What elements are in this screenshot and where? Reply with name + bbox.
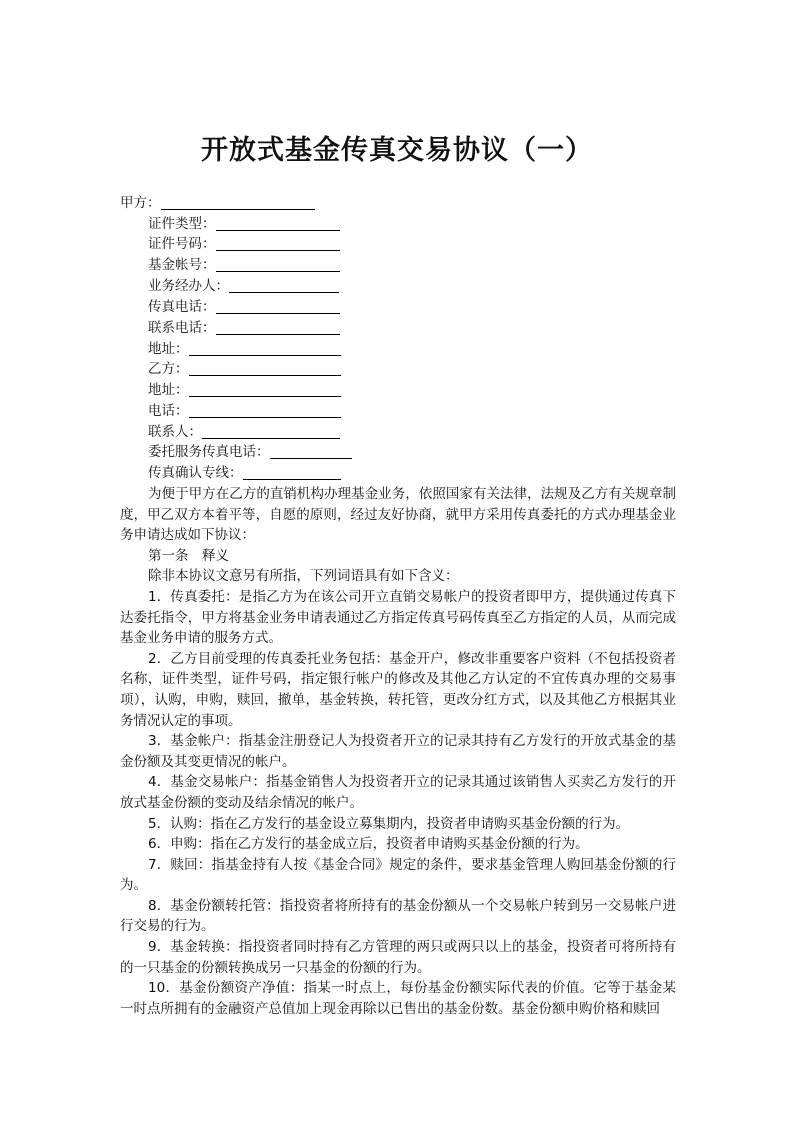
id-number-blank[interactable] — [216, 236, 340, 251]
address-a-field — [148, 339, 341, 359]
article-1-title: 第一条 释义 — [148, 547, 229, 564]
confirm-line-label: 传真确认专线： — [148, 465, 243, 481]
address-a-label: 地址： — [148, 341, 189, 357]
id-number-label: 证件号码： — [148, 236, 216, 252]
confirm-line-field — [148, 463, 341, 483]
agent-blank[interactable] — [229, 278, 339, 293]
contact-blank[interactable] — [202, 424, 340, 439]
document-title: 开放式基金传真交易协议（一） — [201, 135, 593, 166]
id-type-field — [148, 214, 340, 234]
fund-account-blank[interactable] — [216, 257, 340, 272]
address-b-label: 地址： — [148, 382, 189, 398]
definition-item: 4．基金交易帐户：指基金销售人为投资者开立的记录其通过该销售人买卖乙方发行的开放式基金份额的变动及结余情况的帐户。 — [120, 774, 676, 811]
definition-item: 10．基金份额资产净值：指某一时点上，每份基金份额实际代表的价值。它等于基金某一时点所拥有的金融资产总值加上现金再除以已售出的基金份数。基金份额申购价格和赎回 — [120, 980, 676, 1017]
definition-item: 3．基金帐户：指基金注册登记人为投资者开立的记录其持有乙方发行的开放式基金的基金份额及其变更情况的帐户。 — [120, 733, 676, 770]
fax-field — [148, 297, 340, 317]
fund-account-field — [148, 255, 340, 275]
phone-field — [148, 318, 340, 338]
agreement-body — [120, 484, 676, 1019]
phone-blank[interactable] — [216, 320, 340, 335]
party-b-blank[interactable] — [189, 361, 341, 376]
fax-blank[interactable] — [216, 299, 340, 314]
party-b-field — [148, 359, 341, 379]
id-type-blank[interactable] — [216, 216, 340, 231]
definition-item: 2．乙方目前受理的传真委托业务包括：基金开户，修改非重要客户资料（不包括投资者名称，证件类型，证件号码，指定银行帐户的修改及其他乙方认定的不宜传真办理的交易事项），认购，申购，赎回，撤单，基金转换，转托管，更改分红方式，以及其他乙方根据其业务情况认定的事项。 — [120, 650, 676, 729]
agent-field — [148, 276, 339, 296]
phone-b-label: 电话： — [148, 403, 189, 419]
id-number-field — [148, 234, 340, 254]
entrust-fax-blank[interactable] — [270, 444, 352, 459]
definition-item: 9．基金转换：指投资者同时持有乙方管理的两只或两只以上的基金，投资者可将所持有的一只基金的份额转换成另一只基金的份额的行为。 — [120, 939, 676, 976]
address-b-field — [148, 380, 341, 400]
phone-b-blank[interactable] — [189, 403, 341, 418]
entrust-fax-label: 委托服务传真电话： — [148, 444, 270, 460]
agent-label: 业务经办人： — [148, 278, 229, 294]
fax-label: 传真电话： — [148, 299, 216, 315]
definition-item: 7．赎回：指基金持有人按《基金合同》规定的条件，要求基金管理人购回基金份额的行为。 — [120, 856, 676, 894]
contact-label: 联系人： — [148, 424, 202, 440]
party-a-field — [120, 193, 315, 213]
phone-b-field — [148, 401, 341, 421]
id-type-label: 证件类型： — [148, 216, 216, 232]
definition-item: 5．认购：指在乙方发行的基金设立募集期内，投资者申请购买基金份额的行为。 — [148, 815, 630, 832]
preamble: 为便于甲方在乙方的直销机构办理基金业务，依照国家有关法律，法规及乙方有关规章制度，甲乙双方本着平等，自愿的原则，经过友好协商，就甲方采用传真委托的方式办理基金业务申请达成如下协议： — [120, 486, 676, 544]
definition-item: 6．申购：指在乙方发行的基金成立后，投资者申请购买基金份额的行为。 — [148, 836, 589, 853]
article-1-intro: 除非本协议文意另有所指，下列词语具有如下含义： — [148, 568, 459, 585]
contact-field — [148, 422, 340, 442]
address-b-blank[interactable] — [189, 382, 341, 397]
definition-item: 1．传真委托：是指乙方为在该公司开立直销交易帐户的投资者即甲方，提供通过传真下达委托指令，甲方将基金业务申请表通过乙方指定传真号码传真至乙方指定的人员，从而完成基金业务申请的服务方式。 — [120, 588, 676, 647]
fund-account-label: 基金帐号： — [148, 257, 216, 273]
party-a-blank[interactable] — [161, 195, 315, 210]
confirm-line-blank[interactable] — [243, 465, 341, 480]
entrust-fax-field — [148, 442, 352, 462]
address-a-blank[interactable] — [189, 341, 341, 356]
party-a-label: 甲方： — [120, 195, 161, 211]
definition-item: 8．基金份额转托管：指投资者将所持有的基金份额从一个交易帐户转到另一交易帐户进行交易的行为。 — [120, 897, 676, 935]
party-b-label: 乙方： — [148, 361, 189, 377]
phone-label: 联系电话： — [148, 320, 216, 336]
